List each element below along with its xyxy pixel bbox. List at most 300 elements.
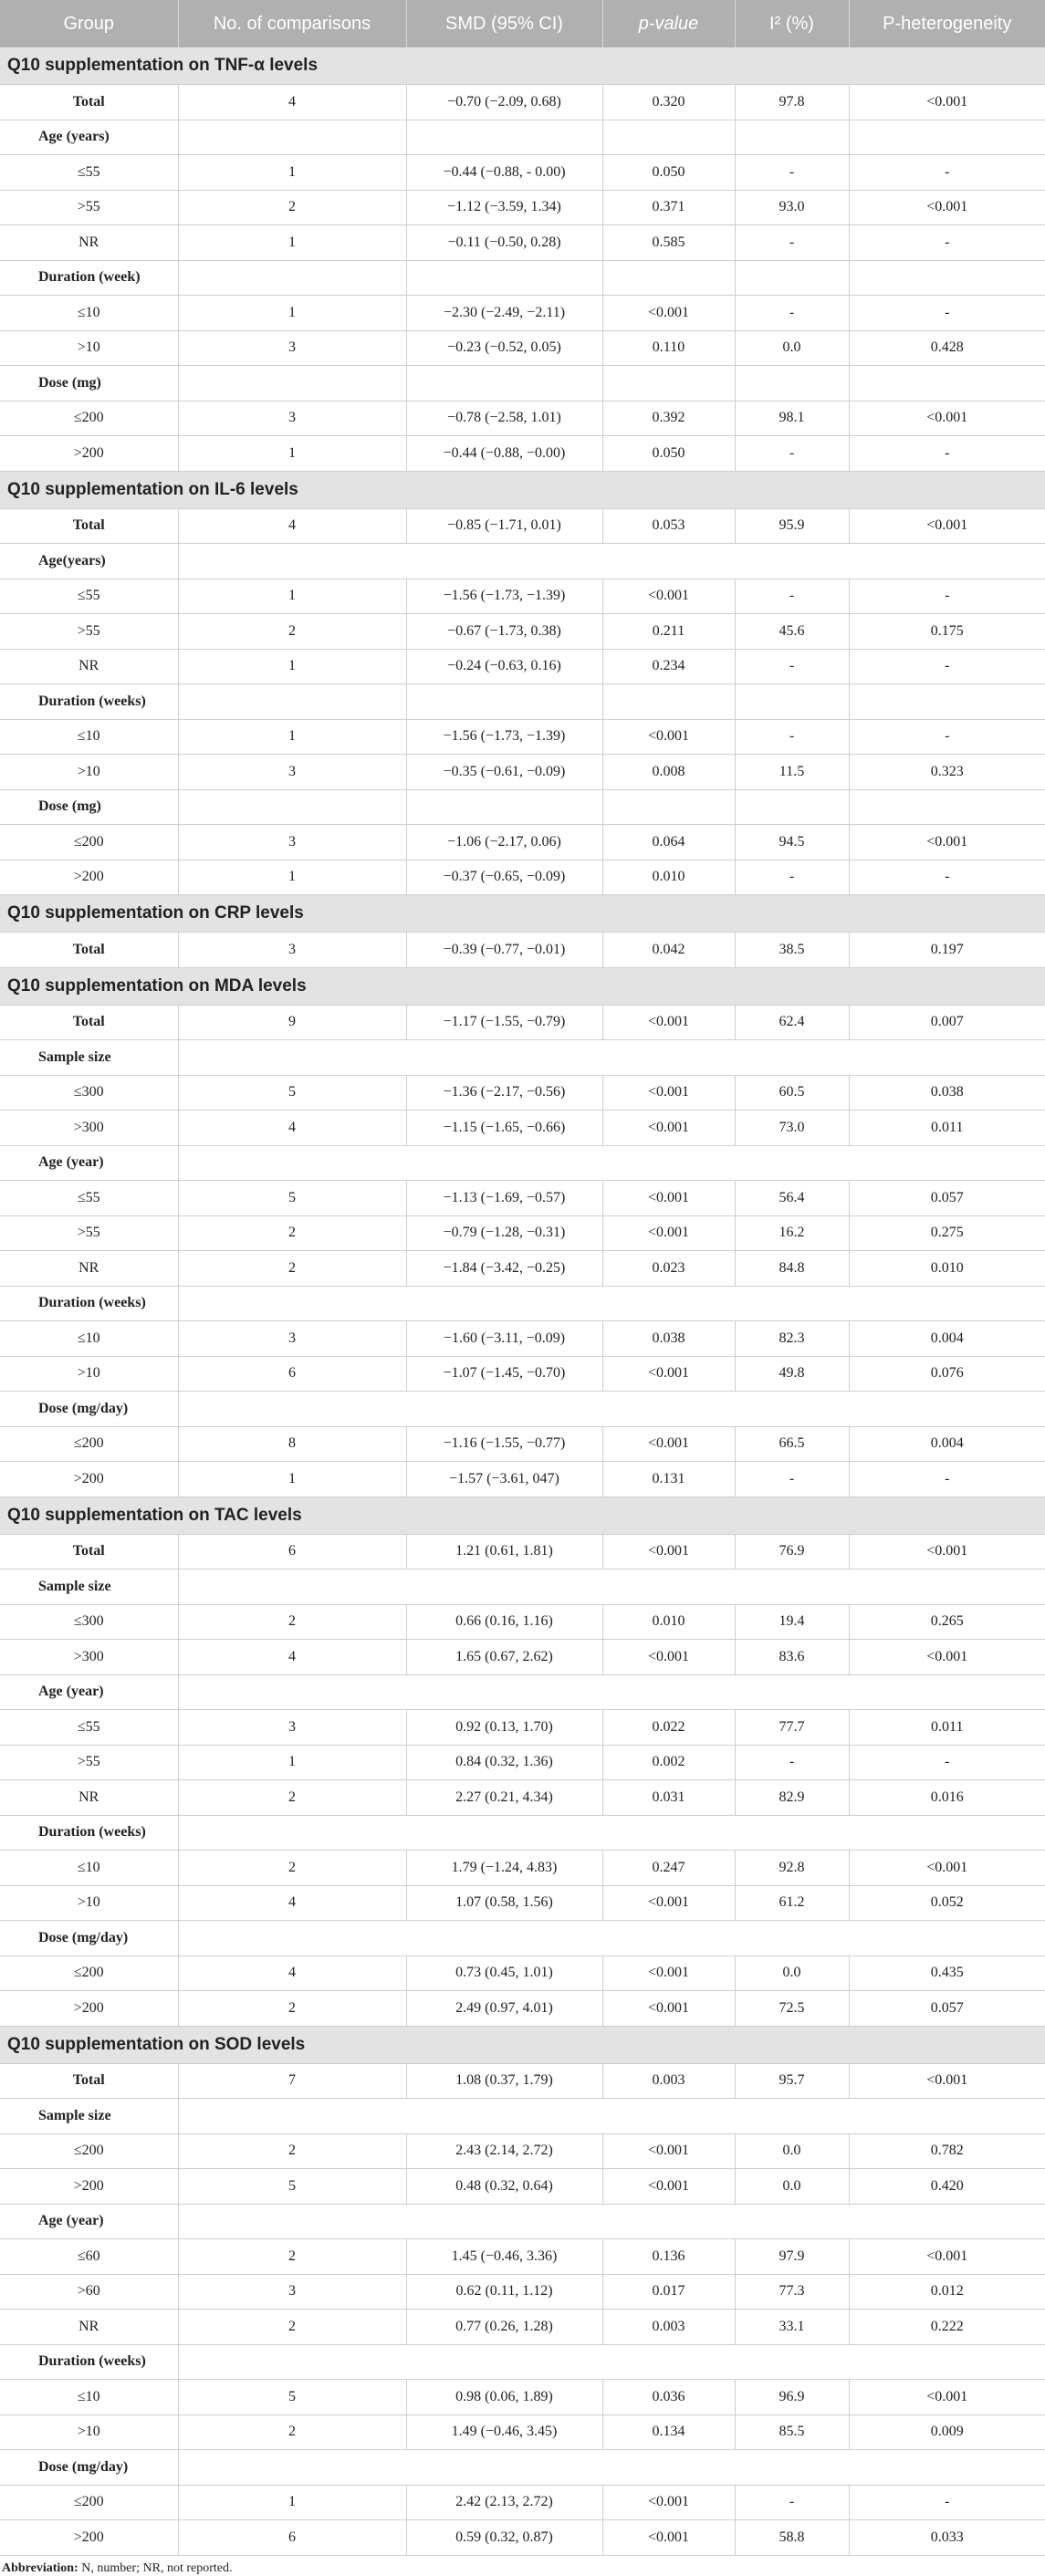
table-cell: 1.07 (0.58, 1.56)	[406, 1885, 602, 1921]
table-cell: 77.3	[735, 2274, 849, 2310]
table-cell: 0.234	[602, 649, 735, 684]
table-row	[0, 1251, 1045, 1287]
table-cell: 0.011	[849, 1710, 1045, 1746]
table-cell: 0.011	[849, 1111, 1045, 1146]
subgroup-label: Duration (weeks)	[0, 1286, 178, 1321]
subgroup-row	[0, 366, 1045, 402]
table-cell: 98.1	[735, 401, 849, 436]
empty-cell	[849, 260, 1045, 296]
table-cell: 0.016	[849, 1780, 1045, 1816]
table-cell: <0.001	[602, 2133, 735, 2169]
table-cell: Total	[0, 1005, 178, 1040]
table-row	[0, 719, 1045, 755]
table-cell: 0.320	[602, 85, 735, 120]
table-cell: 0.247	[602, 1851, 735, 1886]
table-cell: 2	[178, 190, 406, 225]
table-cell: 3	[178, 933, 406, 968]
table-cell: −0.78 (−2.58, 1.01)	[406, 401, 602, 436]
subgroup-label: Age (year)	[0, 2204, 178, 2239]
subgroup-label: Dose (mg)	[0, 366, 178, 402]
table-cell: ≤10	[0, 2380, 178, 2415]
table-row	[0, 1885, 1045, 1921]
table-cell: >300	[0, 1111, 178, 1146]
empty-cell	[178, 684, 406, 720]
table-cell: 60.5	[735, 1075, 849, 1111]
table-cell: 49.8	[735, 1356, 849, 1392]
table-cell: NR	[0, 1251, 178, 1287]
table-cell: 0.110	[602, 330, 735, 366]
table-cell: 1	[178, 860, 406, 895]
table-cell: 0.017	[602, 2274, 735, 2310]
table-cell: 0.004	[849, 1321, 1045, 1357]
empty-cell	[849, 789, 1045, 825]
empty-cell	[178, 1815, 1045, 1851]
section-header	[0, 47, 1045, 85]
table-cell: 0.59 (0.32, 0.87)	[406, 2520, 602, 2556]
subgroup-label: Dose (mg/day)	[0, 2450, 178, 2486]
table-cell: 0.92 (0.13, 1.70)	[406, 1710, 602, 1746]
table-cell: −0.23 (−0.52, 0.05)	[406, 330, 602, 366]
table-cell: 56.4	[735, 1181, 849, 1216]
table-cell: 7	[178, 2063, 406, 2099]
table-cell: 4	[178, 1955, 406, 1991]
table-cell: −1.84 (−3.42, −0.25)	[406, 1251, 602, 1287]
section-header	[0, 2026, 1045, 2063]
empty-cell	[178, 120, 406, 155]
table-cell: 1	[178, 1462, 406, 1497]
section-header	[0, 471, 1045, 508]
table-cell: >55	[0, 1215, 178, 1251]
table-cell: 2	[178, 614, 406, 650]
empty-cell	[178, 2099, 1045, 2134]
table-cell: <0.001	[602, 1215, 735, 1251]
header-p-heterogeneity: P-heterogeneity	[849, 0, 1045, 47]
table-cell: 0.031	[602, 1780, 735, 1816]
table-cell: 1.79 (−1.24, 4.83)	[406, 1851, 602, 1886]
table-row	[0, 190, 1045, 225]
empty-cell	[178, 260, 406, 296]
table-cell: 8	[178, 1426, 406, 1462]
empty-cell	[178, 2450, 1045, 2486]
table-cell: 3	[178, 2274, 406, 2310]
table-cell: >10	[0, 755, 178, 790]
table-row	[0, 2310, 1045, 2345]
subgroup-label: Duration (weeks)	[0, 1815, 178, 1851]
table-row	[0, 155, 1045, 191]
table-cell: ≤200	[0, 401, 178, 436]
subgroup-row	[0, 1570, 1045, 1605]
table-cell: 4	[178, 1885, 406, 1921]
table-cell: 0.009	[849, 2414, 1045, 2450]
header-group: Group	[0, 0, 178, 47]
table-cell: >200	[0, 1462, 178, 1497]
table-cell: 0.222	[849, 2310, 1045, 2345]
footnote-label: Abbreviation:	[2, 2560, 78, 2575]
table-cell: 2	[178, 1991, 406, 2027]
table-cell: ≤10	[0, 719, 178, 755]
table-cell: 0.008	[602, 755, 735, 790]
table-cell: 2	[178, 1251, 406, 1287]
table-cell: −1.13 (−1.69, −0.57)	[406, 1181, 602, 1216]
table-cell: 2.43 (2.14, 2.72)	[406, 2133, 602, 2169]
subgroup-label: Dose (mg)	[0, 789, 178, 825]
table-cell: 45.6	[735, 614, 849, 650]
table-cell: <0.001	[602, 579, 735, 614]
table-cell: 0.023	[602, 1251, 735, 1287]
table-cell: 3	[178, 825, 406, 860]
table-row	[0, 1710, 1045, 1746]
table-cell: 97.8	[735, 85, 849, 120]
table-cell: ≤10	[0, 1321, 178, 1357]
table-cell: 0.275	[849, 1215, 1045, 1251]
subgroup-row	[0, 1815, 1045, 1851]
table-cell: −1.12 (−3.59, 1.34)	[406, 190, 602, 225]
section-header	[0, 967, 1045, 1005]
table-cell: <0.001	[849, 401, 1045, 436]
table-cell: >200	[0, 1991, 178, 2027]
table-row	[0, 2520, 1045, 2556]
table-row	[0, 1780, 1045, 1816]
table-cell: >55	[0, 190, 178, 225]
table-cell: 0.012	[849, 2274, 1045, 2310]
table-row	[0, 1111, 1045, 1146]
table-cell: ≤55	[0, 579, 178, 614]
empty-cell	[178, 1570, 1045, 1605]
table-cell: <0.001	[602, 1075, 735, 1111]
header-comparisons: No. of comparisons	[178, 0, 406, 47]
table-cell: 4	[178, 1111, 406, 1146]
table-cell: −1.15 (−1.65, −0.66)	[406, 1111, 602, 1146]
table-cell: 0.042	[602, 933, 735, 968]
table-cell: 96.9	[735, 2380, 849, 2415]
table-cell: >10	[0, 2414, 178, 2450]
table-cell: -	[735, 436, 849, 472]
table-cell: 1	[178, 579, 406, 614]
table-cell: <0.001	[602, 296, 735, 331]
table-cell: >55	[0, 1745, 178, 1780]
subgroup-row	[0, 1040, 1045, 1076]
empty-cell	[406, 366, 602, 402]
table-row	[0, 1851, 1045, 1886]
table-cell: ≤55	[0, 1181, 178, 1216]
table-cell: 5	[178, 1181, 406, 1216]
section-header	[0, 895, 1045, 933]
table-cell: <0.001	[602, 1991, 735, 2027]
table-row	[0, 1955, 1045, 1991]
table-cell: 0.98 (0.06, 1.89)	[406, 2380, 602, 2415]
empty-cell	[406, 684, 602, 720]
table-cell: >10	[0, 1885, 178, 1921]
table-cell: 0.197	[849, 933, 1045, 968]
table-cell: 0.033	[849, 2520, 1045, 2556]
empty-cell	[406, 260, 602, 296]
empty-cell	[406, 120, 602, 155]
table-cell: 1	[178, 1745, 406, 1780]
subgroup-row	[0, 789, 1045, 825]
table-cell: >10	[0, 330, 178, 366]
table-cell: 0.057	[849, 1181, 1045, 1216]
empty-cell	[178, 2344, 1045, 2380]
table-cell: 1	[178, 296, 406, 331]
table-cell: ≤55	[0, 155, 178, 191]
table-cell: <0.001	[849, 190, 1045, 225]
table-cell: 95.7	[735, 2063, 849, 2099]
empty-cell	[178, 1392, 1045, 1427]
subgroup-label: Duration (week)	[0, 260, 178, 296]
table-cell: −0.37 (−0.65, −0.09)	[406, 860, 602, 895]
table-cell: 0.036	[602, 2380, 735, 2415]
table-row	[0, 1991, 1045, 2027]
total-row	[0, 1005, 1045, 1040]
table-cell: -	[735, 1462, 849, 1497]
empty-cell	[735, 789, 849, 825]
table-cell: 0.84 (0.32, 1.36)	[406, 1745, 602, 1780]
section-title: Q10 supplementation on IL-6 levels	[0, 471, 1045, 508]
table-cell: 58.8	[735, 2520, 849, 2556]
table-cell: 0.0	[735, 2169, 849, 2205]
empty-cell	[735, 120, 849, 155]
table-cell: -	[849, 2485, 1045, 2520]
table-row	[0, 330, 1045, 366]
table-cell: 0.064	[602, 825, 735, 860]
table-cell: -	[735, 579, 849, 614]
table-cell: 2.27 (0.21, 4.34)	[406, 1780, 602, 1816]
header-smd: SMD (95% CI)	[406, 0, 602, 47]
footnote	[0, 2556, 1045, 2576]
subgroup-row	[0, 2099, 1045, 2134]
table-cell: 6	[178, 2520, 406, 2556]
table-cell: Total	[0, 85, 178, 120]
table-cell: 0.010	[602, 860, 735, 895]
table-cell: 3	[178, 330, 406, 366]
table-cell: 1.08 (0.37, 1.79)	[406, 2063, 602, 2099]
subgroup-row	[0, 2344, 1045, 2380]
table-cell: −0.11 (−0.50, 0.28)	[406, 225, 602, 261]
table-cell: -	[849, 296, 1045, 331]
table-cell: 2.42 (2.13, 2.72)	[406, 2485, 602, 2520]
section-title: Q10 supplementation on MDA levels	[0, 967, 1045, 1005]
table-cell: <0.001	[602, 1005, 735, 1040]
table-cell: 0.585	[602, 225, 735, 261]
subgroup-row	[0, 1674, 1045, 1710]
table-cell: 5	[178, 2169, 406, 2205]
table-cell: ≤10	[0, 296, 178, 331]
table-cell: -	[849, 719, 1045, 755]
table-cell: <0.001	[602, 1356, 735, 1392]
table-cell: <0.001	[849, 508, 1045, 544]
table-cell: 3	[178, 755, 406, 790]
table-cell: ≤200	[0, 1955, 178, 1991]
table-cell: ≤200	[0, 2485, 178, 2520]
table-cell: <0.001	[849, 2063, 1045, 2099]
empty-cell	[178, 1040, 1045, 1076]
table-row	[0, 401, 1045, 436]
empty-cell	[178, 1674, 1045, 1710]
table-cell: 1.21 (0.61, 1.81)	[406, 1534, 602, 1570]
subgroup-label: Dose (mg/day)	[0, 1392, 178, 1427]
table-cell: 1	[178, 2485, 406, 2520]
header-row	[0, 0, 1045, 47]
table-cell: 0.211	[602, 614, 735, 650]
table-cell: 77.7	[735, 1710, 849, 1746]
table-cell: 0.003	[602, 2310, 735, 2345]
table-cell: <0.001	[602, 1534, 735, 1570]
table-cell: −2.30 (−2.49, −2.11)	[406, 296, 602, 331]
section-title: Q10 supplementation on TNF-α levels	[0, 47, 1045, 85]
table-cell: 0.435	[849, 1955, 1045, 1991]
table-cell: 95.9	[735, 508, 849, 544]
table-row	[0, 436, 1045, 472]
table-cell: >60	[0, 2274, 178, 2310]
subgroup-label: Sample size	[0, 2099, 178, 2134]
subgroup-row	[0, 2450, 1045, 2486]
table-cell: 0.052	[849, 1885, 1045, 1921]
table-cell: NR	[0, 1780, 178, 1816]
table-cell: 0.0	[735, 330, 849, 366]
footnote-text: N, number; NR, not reported.	[78, 2560, 233, 2575]
table-cell: 2	[178, 2414, 406, 2450]
table-cell: 1.45 (−0.46, 3.36)	[406, 2239, 602, 2275]
table-cell: >200	[0, 2169, 178, 2205]
table-row	[0, 2485, 1045, 2520]
empty-cell	[178, 2204, 1045, 2239]
table-cell: 0.136	[602, 2239, 735, 2275]
table-row	[0, 1640, 1045, 1675]
table-cell: 0.73 (0.45, 1.01)	[406, 1955, 602, 1991]
table-row	[0, 296, 1045, 331]
subgroup-label: Age(years)	[0, 544, 178, 579]
table-cell: 6	[178, 1534, 406, 1570]
table-cell: Total	[0, 933, 178, 968]
table-row	[0, 1745, 1045, 1780]
table-cell: 2.49 (0.97, 4.01)	[406, 1991, 602, 2027]
table-cell: 1	[178, 225, 406, 261]
empty-cell	[735, 366, 849, 402]
table-cell: 76.9	[735, 1534, 849, 1570]
table-cell: 1	[178, 719, 406, 755]
table-cell: −1.56 (−1.73, −1.39)	[406, 579, 602, 614]
table-cell: 0.175	[849, 614, 1045, 650]
table-cell: −1.57 (−3.61, 047)	[406, 1462, 602, 1497]
subgroup-row	[0, 2204, 1045, 2239]
table-row	[0, 1321, 1045, 1357]
table-cell: 82.9	[735, 1780, 849, 1816]
table-cell: −1.60 (−3.11, −0.09)	[406, 1321, 602, 1357]
table-cell: 0.038	[602, 1321, 735, 1357]
table-cell: <0.001	[602, 1111, 735, 1146]
total-row	[0, 1534, 1045, 1570]
table-cell: 0.48 (0.32, 0.64)	[406, 2169, 602, 2205]
table-cell: 1.65 (0.67, 2.62)	[406, 1640, 602, 1675]
table-cell: 0.323	[849, 755, 1045, 790]
empty-cell	[849, 366, 1045, 402]
table-row	[0, 2133, 1045, 2169]
table-cell: 0.002	[602, 1745, 735, 1780]
subgroup-row	[0, 684, 1045, 720]
table-cell: 0.022	[602, 1710, 735, 1746]
empty-cell	[602, 260, 735, 296]
table-cell: ≤300	[0, 1604, 178, 1640]
subgroup-row	[0, 1921, 1045, 1956]
subgroup-row	[0, 260, 1045, 296]
table-cell: <0.001	[602, 1885, 735, 1921]
table-cell: 0.007	[849, 1005, 1045, 1040]
empty-cell	[602, 120, 735, 155]
table-cell: >55	[0, 614, 178, 650]
table-cell: −0.79 (−1.28, −0.31)	[406, 1215, 602, 1251]
table-cell: <0.001	[602, 1426, 735, 1462]
table-cell: 3	[178, 1321, 406, 1357]
table-cell: -	[849, 649, 1045, 684]
table-cell: ≤200	[0, 1426, 178, 1462]
table-cell: >300	[0, 1640, 178, 1675]
table-row	[0, 755, 1045, 790]
table-cell: 0.782	[849, 2133, 1045, 2169]
table-cell: <0.001	[602, 2485, 735, 2520]
table-cell: 0.77 (0.26, 1.28)	[406, 2310, 602, 2345]
empty-cell	[735, 260, 849, 296]
table-cell: -	[849, 860, 1045, 895]
table-cell: 3	[178, 1710, 406, 1746]
table-cell: 4	[178, 1640, 406, 1675]
table-cell: 4	[178, 508, 406, 544]
table-cell: 0.0	[735, 1955, 849, 1991]
table-cell: >200	[0, 2520, 178, 2556]
header-p-value: p-value	[602, 0, 735, 47]
table-cell: -	[735, 296, 849, 331]
table-cell: 0.053	[602, 508, 735, 544]
table-cell: ≤300	[0, 1075, 178, 1111]
empty-cell	[178, 366, 406, 402]
table-cell: -	[849, 1745, 1045, 1780]
table-cell: 0.392	[602, 401, 735, 436]
table-row	[0, 649, 1045, 684]
table-cell: <0.001	[602, 2169, 735, 2205]
table-cell: <0.001	[849, 2239, 1045, 2275]
subgroup-label: Age (years)	[0, 120, 178, 155]
subgroup-label: Age (year)	[0, 1674, 178, 1710]
table-cell: 1	[178, 436, 406, 472]
empty-cell	[849, 684, 1045, 720]
table-cell: <0.001	[602, 2520, 735, 2556]
subgroup-row	[0, 1392, 1045, 1427]
subgroup-row	[0, 120, 1045, 155]
subgroup-label: Duration (weeks)	[0, 684, 178, 720]
empty-cell	[735, 684, 849, 720]
table-cell: 73.0	[735, 1111, 849, 1146]
table-cell: 2	[178, 1851, 406, 1886]
subgroup-row	[0, 544, 1045, 579]
table-cell: 0.050	[602, 155, 735, 191]
table-cell: −1.07 (−1.45, −0.70)	[406, 1356, 602, 1392]
table-cell: 3	[178, 401, 406, 436]
empty-cell	[406, 789, 602, 825]
table-cell: -	[849, 436, 1045, 472]
table-cell: <0.001	[849, 1640, 1045, 1675]
table-row	[0, 860, 1045, 895]
table-cell: 4	[178, 85, 406, 120]
table-cell: ≤10	[0, 1851, 178, 1886]
table-cell: 9	[178, 1005, 406, 1040]
table-cell: 1.49 (−0.46, 3.45)	[406, 2414, 602, 2450]
empty-cell	[602, 366, 735, 402]
table-cell: 84.8	[735, 1251, 849, 1287]
table-cell: 66.5	[735, 1426, 849, 1462]
table-cell: 0.134	[602, 2414, 735, 2450]
table-cell: 0.428	[849, 330, 1045, 366]
table-cell: −1.06 (−2.17, 0.06)	[406, 825, 602, 860]
empty-cell	[178, 1145, 1045, 1181]
